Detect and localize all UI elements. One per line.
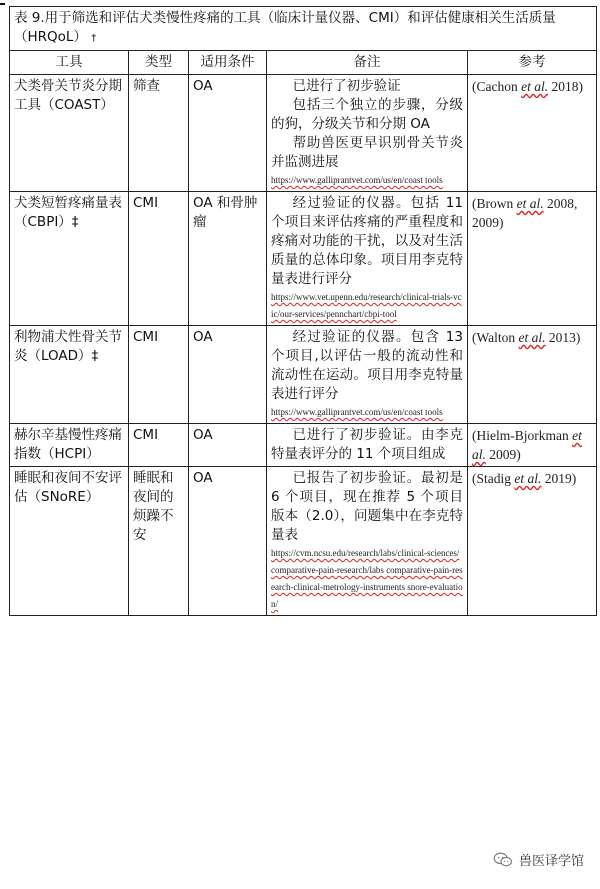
paren-close: ) (575, 330, 581, 345)
ref-etal: et al. (516, 196, 544, 211)
cell-ref (468, 467, 597, 616)
caption-row (10, 7, 597, 51)
cell-type: 睡眠和夜间的烦躁不安 (129, 467, 189, 616)
cell-ref (468, 192, 597, 326)
cell-type: 筛查 (129, 75, 189, 192)
ref-year: 2018 (551, 79, 579, 94)
paren-close: ) (516, 447, 521, 462)
table-row (10, 192, 597, 326)
ref-etal: et al. (514, 471, 542, 486)
cell-type: CMI (129, 192, 189, 326)
paren-close: ) (578, 79, 583, 94)
paren-close: ) (571, 471, 577, 486)
paren-open: ( (472, 471, 477, 486)
cell-condition: OA (189, 326, 267, 424)
remark-text: 经过验证的仪器。包括 11 个项目来评估疼痛的严重程度和疼痛对功能的干扰，以及对生活质量的总体印象。项目用李克特量表进行评分 (271, 195, 463, 287)
cell-tool: 犬类骨关节炎分期工具（COAST） (10, 75, 129, 192)
cell-ref (468, 424, 597, 467)
cell-condition: OA 和骨肿瘤 (189, 192, 267, 326)
cell-ref (468, 326, 597, 424)
header-ref: 参考 (468, 51, 597, 75)
ref-year: 2019 (544, 471, 572, 486)
caption-mark: † (91, 33, 97, 44)
cell-condition: OA (189, 75, 267, 192)
ref-year: 2013 (548, 330, 576, 345)
cell-tool: 睡眠和夜间不安评估（SNoRE） (10, 467, 129, 616)
ref-author: Cachon (476, 79, 518, 94)
paren-close: ) (499, 215, 504, 230)
remark-text: 已报告了初步验证。最初是 6 个项目，现在推荐 5 个项目版本（2.0），问题集中在李克特量表 (271, 470, 463, 543)
remark-text: 包括三个独立的步骤，分级的狗，分级关节和分期 OA (271, 97, 463, 132)
cell-ref (468, 75, 597, 192)
ref-etal: et al. (521, 79, 549, 94)
remark-text: 帮助兽医更早识别骨关节炎并监测进展 (271, 135, 463, 170)
paren-open: ( (472, 79, 477, 94)
cell-remark (267, 467, 468, 616)
cell-condition: OA (189, 467, 267, 616)
top-rule (0, 3, 5, 5)
remark-text: 经过验证的仪器。包含 13 个项目,以评估一般的流动性和流动性在运动。项目用李克特量表进行评分 (271, 329, 463, 402)
wechat-icon (493, 852, 513, 868)
tools-table (9, 6, 597, 616)
cell-remark (267, 424, 468, 467)
remark-text: 已进行了初步验证 (292, 78, 401, 94)
cell-type: CMI (129, 326, 189, 424)
table-row (10, 75, 597, 192)
header-row (10, 51, 597, 75)
reference-link[interactable]: https://www.galliprantvet.com/us/en/coast tools (271, 407, 443, 417)
ref-author: Stadig (476, 471, 512, 486)
ref-year: 2008, 2009 (472, 196, 578, 230)
ref-author: Hielm-Bjorkman (476, 428, 569, 443)
header-type: 类型 (129, 51, 189, 75)
cell-remark (267, 192, 468, 326)
paren-open: ( (472, 196, 477, 211)
cell-remark (267, 326, 468, 424)
paren-open: ( (472, 428, 477, 443)
cell-type: CMI (129, 424, 189, 467)
ref-etal: et al. (518, 330, 546, 345)
remark-text: 已进行了初步验证。由李克特量表评分的 11 个项目组成 (271, 427, 463, 462)
reference-link[interactable]: https://cvm.ncsu.edu/research/labs/clinical-sciences/comparative-pain-research/labs comparative-pain-research-clinical-metrology-instruments snore-evaluation/ (271, 548, 463, 609)
ref-author: Brown (476, 196, 514, 211)
table-row (10, 424, 597, 467)
ref-year: 2009 (489, 447, 517, 462)
cell-tool: 利物浦犬性骨关节炎（LOAD）‡ (10, 326, 129, 424)
caption-text: 表 9.用于筛选和评估犬类慢性疼痛的工具（临床计量仪器、CMI）和评估健康相关生活质量（HRQoL） (14, 10, 556, 45)
table-row (10, 326, 597, 424)
ref-author: Walton (476, 330, 516, 345)
header-condition: 适用条件 (189, 51, 267, 75)
cell-tool: 赫尔辛基慢性疼痛指数（HCPI） (10, 424, 129, 467)
header-remark: 备注 (267, 51, 468, 75)
header-tool: 工具 (10, 51, 129, 75)
cell-condition: OA (189, 424, 267, 467)
watermark (489, 848, 588, 871)
table-caption (10, 7, 597, 51)
table-row (10, 467, 597, 616)
reference-link[interactable]: https://www.galliprantvet.com/us/en/coast tools (271, 175, 443, 185)
cell-tool: 犬类短暂疼痛量表（CBPI）‡ (10, 192, 129, 326)
watermark-text: 兽医译学馆 (518, 854, 584, 869)
paren-open: ( (472, 330, 477, 345)
ref-etal: et al. (472, 428, 582, 462)
reference-link[interactable]: https://www.vet.upenn.edu/research/clinical-trials-vcic/our-services/pennchart/cbpi-tool (271, 292, 462, 319)
cell-remark (267, 75, 468, 192)
